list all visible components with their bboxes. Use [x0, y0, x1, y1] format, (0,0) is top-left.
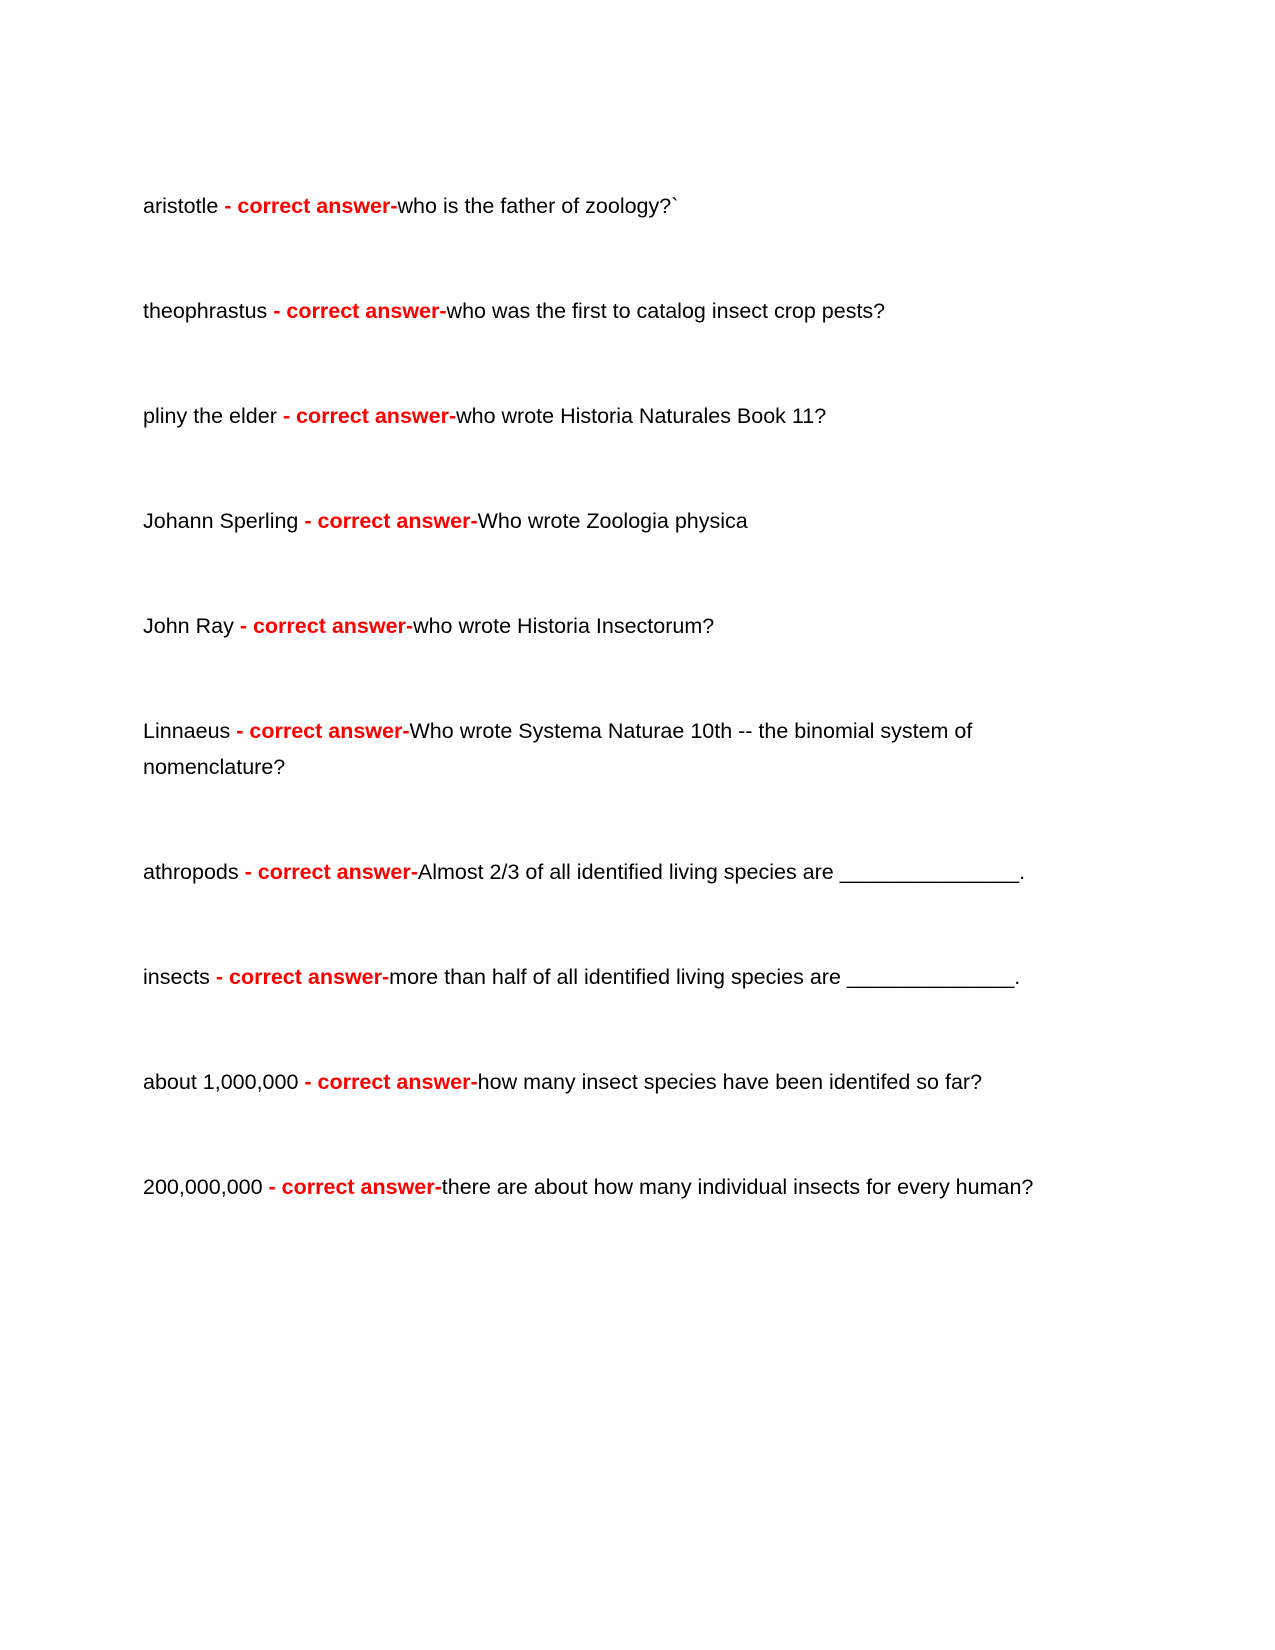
flashcard-entry — [143, 398, 1068, 434]
flashcard-entry — [143, 503, 1068, 539]
flashcard-entry — [143, 608, 1068, 644]
flashcard-entry — [143, 713, 1068, 785]
correct-answer-label: - correct answer- — [298, 509, 478, 533]
flashcard-entry — [143, 1169, 1068, 1205]
question-text: who wrote Historia Insectorum? — [413, 614, 715, 638]
correct-answer-label: - correct answer- — [233, 614, 414, 638]
correct-answer-label: - correct answer- — [230, 719, 410, 743]
correct-answer-label: - correct answer- — [238, 860, 418, 884]
answer-text: insects — [143, 965, 210, 989]
question-text: who wrote Historia Naturales Book 11? — [456, 404, 827, 428]
answer-text: pliny the elder — [143, 404, 277, 428]
correct-answer-label: - correct answer- — [209, 965, 390, 989]
correct-answer-label: - correct answer- — [267, 299, 447, 323]
question-text: Almost 2/3 of all identified living species are _______________. — [417, 860, 1026, 884]
flashcard-entry — [143, 1064, 1068, 1100]
question-text: who is the father of zoology?` — [397, 194, 679, 218]
answer-text: theophrastus — [143, 299, 268, 323]
document-page — [143, 188, 1068, 1274]
flashcard-entry — [143, 188, 1068, 224]
answer-text: aristotle — [143, 194, 219, 218]
answer-text: athropods — [143, 860, 239, 884]
question-text: Who wrote Zoologia physica — [477, 509, 748, 533]
correct-answer-label: - correct answer- — [276, 404, 457, 428]
question-text: who was the first to catalog insect crop pests? — [446, 299, 886, 323]
flashcard-entry — [143, 293, 1068, 329]
flashcard-entry — [143, 854, 1068, 890]
question-text: there are about how many individual insects for every human? — [441, 1175, 1034, 1199]
question-text: how many insect species have been identifed so far? — [477, 1070, 983, 1094]
question-text: Who wrote Systema Naturae 10th -- the binomial system of nomenclature? — [143, 719, 973, 779]
flashcard-entry — [143, 959, 1068, 995]
answer-text: about 1,000,000 — [143, 1070, 299, 1094]
correct-answer-label: - correct answer- — [298, 1070, 478, 1094]
question-text: more than half of all identified living species are ______________. — [389, 965, 1021, 989]
answer-text: Johann Sperling — [143, 509, 299, 533]
correct-answer-label: - correct answer- — [218, 194, 398, 218]
answer-text: Linnaeus — [143, 719, 231, 743]
answer-text: John Ray — [143, 614, 234, 638]
correct-answer-label: - correct answer- — [262, 1175, 442, 1199]
answer-text: 200,000,000 — [143, 1175, 263, 1199]
